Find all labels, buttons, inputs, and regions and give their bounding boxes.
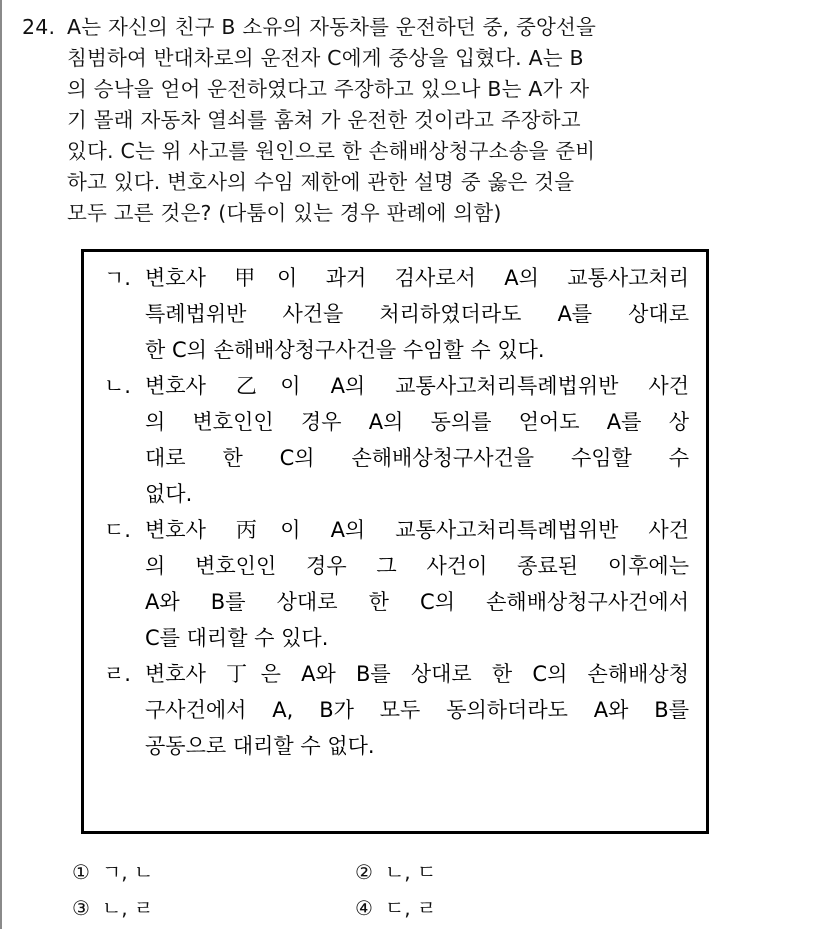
choice-4-number: ④ [355,896,373,920]
question-line-7: 모두 고른 것은? (다툼이 있는 경우 판례에 의함) [67,201,502,225]
question-number: 24. [22,15,56,39]
statement-d-line-3: 공동으로 대리할 수 없다. [145,734,375,758]
statement-c-line-3: A와 B를 상대로 한 C의 손해배상청구사건에서 [145,590,689,614]
choice-row-2 [72,890,672,926]
statement-a-line-3: 한 C의 손해배상청구사건을 수임할 수 있다. [145,338,545,362]
statement-d-marker: ㄹ. [104,662,131,686]
choice-2-number: ② [355,860,373,884]
statement-a-line-2: 특례법위반 사건을 처리하였더라도 A를 상대로 [145,302,689,326]
statement-b-line-2: 의 변호인인 경우 A의 동의를 얻어도 A를 상 [145,410,689,434]
statement-b-marker: ㄴ. [104,374,131,398]
statement-a-marker: ㄱ. [104,266,131,290]
page-left-border [0,0,2,929]
choice-3-text: ㄴ, ㄹ [101,896,154,920]
choice-2[interactable] [355,854,436,890]
answer-choices [72,854,672,926]
choice-3[interactable] [72,890,153,926]
statement-b-line-1: ㄴ. 변호사 乙이 A의 교통사고처리특례법위반 사건 [104,368,689,404]
choice-3-number: ③ [72,896,90,920]
question-line-3: 의 승낙을 얻어 운전하였다고 주장하고 있으나 B는 A가 자 [67,77,590,101]
choice-4[interactable] [355,890,436,926]
choice-row-1 [72,854,672,890]
statement-d-line-1: ㄹ. 변호사 丁은 A와 B를 상대로 한 C의 손해배상청 [104,656,689,692]
statement-c-marker: ㄷ. [104,518,131,542]
choice-4-text: ㄷ, ㄹ [384,896,437,920]
statement-list [104,260,689,764]
choice-2-text: ㄴ, ㄷ [384,860,437,884]
statement-c-line-1: ㄷ. 변호사 丙이 A의 교통사고처리특례법위반 사건 [104,512,689,548]
question-stem [22,12,812,229]
statement-a-line-1: ㄱ. 변호사 甲이 과거 검사로서 A의 교통사고처리 [104,260,689,296]
question-line-1: 24. A는 자신의 친구 B 소유의 자동차를 운전하던 중, 중앙선을 [22,12,812,43]
choice-1-text: ㄱ, ㄴ [101,860,154,884]
question-line-4: 기 몰래 자동차 열쇠를 훔쳐 가 운전한 것이라고 주장하고 [67,108,581,132]
statement-box [81,249,709,834]
statement-c-line-4: C를 대리할 수 있다. [145,626,329,650]
choice-1-number: ① [72,860,90,884]
statement-b-line-3: 대로 한 C의 손해배상청구사건을 수임할 수 [145,446,689,470]
statement-d-line-2: 구사건에서 A, B가 모두 동의하더라도 A와 B를 [145,698,689,722]
question-line-5: 있다. C는 위 사고를 원인으로 한 손해배상청구소송을 준비 [67,139,596,163]
statement-c-line-2: 의 변호인인 경우 그 사건이 종료된 이후에는 [145,554,689,578]
statement-b-line-4: 없다. [145,482,193,506]
choice-1[interactable] [72,854,153,890]
question-line-6: 하고 있다. 변호사의 수임 제한에 관한 설명 중 옳은 것을 [67,170,575,194]
question-line-2: 침범하여 반대차로의 운전자 C에게 중상을 입혔다. A는 B [67,46,584,70]
